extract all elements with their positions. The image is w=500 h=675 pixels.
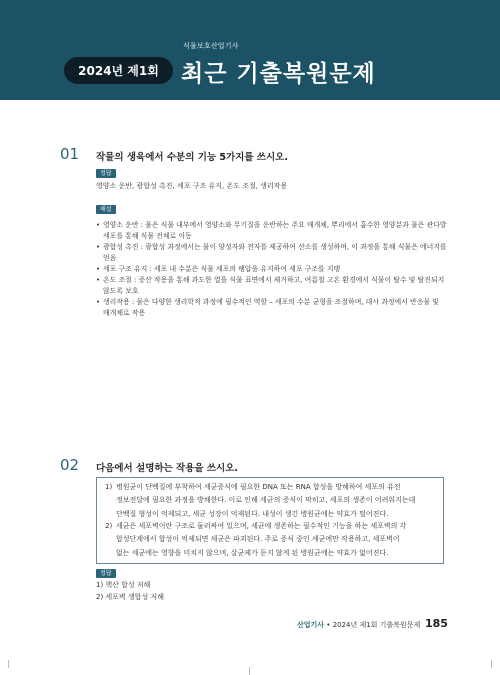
description-line: 세균은 세포벽이란 구조로 둘러싸여 있으며, 세균에 생존하는 필수적인 기능을 하는 세포벽의 각: [116, 522, 407, 530]
question-1-explanation-list: [96, 220, 447, 319]
explanation-line: 않도록 보호: [103, 287, 139, 295]
question-2-description-box: [96, 477, 444, 564]
page-title: 최근 기출복원문제: [181, 61, 376, 87]
crop-mark-center: [249, 667, 250, 675]
footer-text: • 2024년 제1회 기출복원문제: [324, 621, 421, 629]
question-2-answer-2: 2) 세포벽 생합성 저해: [96, 593, 164, 601]
item-number: 2): [105, 522, 113, 530]
question-1-number: 01: [60, 145, 80, 163]
explanation-line: 세포를 통해 식물 전체로 이동: [103, 232, 192, 240]
explanation-line: 광합성 촉진 : 광합성 과정에서는 물이 양성자와 전자를 제공하여 산소를 생성하며, 이 과정을 통해 식물은 에너지를: [103, 243, 447, 251]
crop-mark-left: [8, 660, 9, 668]
description-item-1: [105, 481, 415, 521]
explanation-line: 얻음: [103, 254, 117, 262]
explanation-line: 온도 조절 : 증산 작용을 통해 과도한 열을 식물 표면에서 제거하고, 여름철 고온 환경에서 식물이 탈수 및 탈진되지: [103, 276, 445, 284]
description-item-2: [105, 520, 406, 560]
description-line: 단백질 형성이 억제되고, 세균 성장이 억제된다. 내성이 생긴 병원균에는 약효가 떨어진다.: [116, 509, 389, 518]
question-2-text: 다음에서 설명하는 작용을 쓰시오.: [96, 463, 239, 474]
explanation-line: 매개체로 작용: [103, 309, 146, 317]
running-footer: [297, 620, 420, 630]
bullet-icon: •: [96, 276, 101, 284]
question-2-answer-tag: 정답: [96, 569, 116, 578]
bullet-icon: •: [96, 265, 101, 273]
description-line: 병원균이 단백질에 부착하여 세균증식에 필요한 DNA 또는 RNA 합성을 방해하여 세포의 유전: [116, 483, 401, 491]
explanation-item: [96, 242, 447, 264]
chapter-header: [0, 0, 500, 100]
question-1-text: 작물의 생육에서 수분의 기능 5가지를 쓰시오.: [96, 152, 288, 163]
explanation-item: [96, 264, 436, 275]
bullet-icon: •: [96, 298, 101, 306]
footer-brand: 산업기사: [297, 621, 325, 629]
question-1-answer-tag: 정답: [96, 169, 116, 178]
explanation-line: 영양소 운반 : 물은 식물 내부에서 영양소와 무기질을 운반하는 주요 매개체, 뿌리에서 흡수한 영양분과 물은 관다발: [103, 221, 447, 229]
explanation-item: [96, 220, 447, 242]
bullet-icon: •: [96, 221, 101, 229]
question-2-answer-1: 1) 핵산 합성 저해: [96, 581, 151, 589]
question-2-number: 02: [60, 456, 80, 474]
question-1-explanation-tag: 해설: [96, 205, 116, 214]
explanation-line: 세포 구조 유지 : 세포 내 수분은 식물 세포의 팽압을 유지하여 세포 구조를 지탱: [103, 265, 341, 273]
item-number: 1): [105, 483, 113, 491]
description-line: 정보전달에 필요한 과정을 방해한다. 이로 인해 세균의 증식이 막히고, 세포의 생존이 어려워지는데: [116, 496, 416, 505]
description-line: 없는 세균에는 영향을 미치지 않으며, 살균제가 듣지 않게 된 병원균에는 약효가 없어진다.: [116, 548, 389, 557]
explanation-line: 생리작용 : 물은 다양한 생리학적 과정에 필수적인 역할 – 세포의 수분 균형을 조절하며, 대사 과정에서 반응물 및: [103, 298, 439, 306]
header-subtitle: 식물보호산업기사: [183, 42, 239, 50]
page-number: 185: [425, 617, 448, 630]
description-line: 합성단계에서 합성이 억제되면 세균은 파괴된다. 주로 증식 중인 세균에만 작용하고, 세포벽이: [116, 535, 400, 544]
bullet-icon: •: [96, 243, 101, 251]
crop-mark-right: [491, 660, 492, 668]
exam-badge: 2024년 제1회: [64, 57, 173, 84]
explanation-item: [96, 275, 445, 297]
explanation-item: [96, 297, 439, 319]
question-1-answer: 영양소 운반, 광합성 촉진, 세포 구조 유지, 온도 조절, 생리작용: [96, 182, 288, 190]
